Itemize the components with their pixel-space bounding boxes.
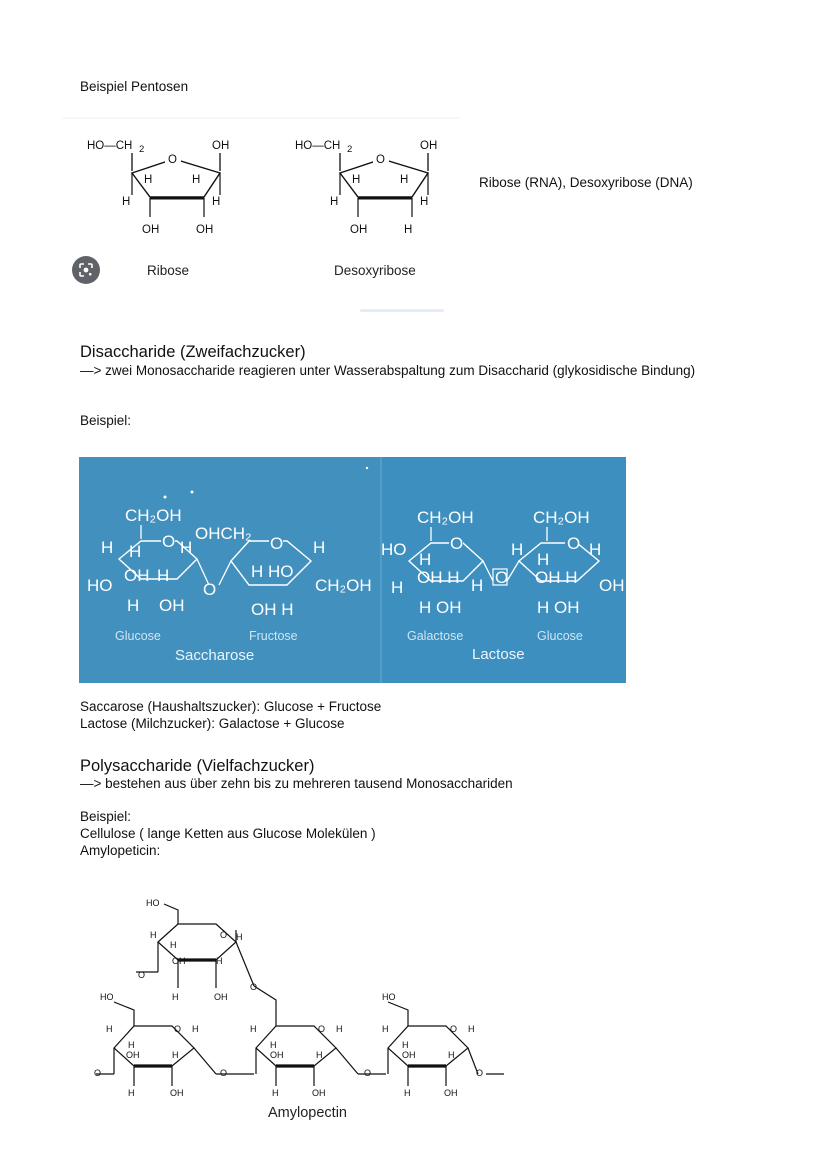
svg-text:O: O <box>450 534 464 553</box>
svg-text:OH: OH <box>402 1050 416 1060</box>
svg-text:H: H <box>192 174 201 186</box>
polysaccharide-heading: Polysaccharide (Vielfachzucker) <box>80 757 315 775</box>
svg-text:H: H <box>391 578 404 597</box>
svg-text:O: O <box>250 982 258 992</box>
svg-text:H: H <box>128 1040 135 1050</box>
svg-text:O: O <box>495 568 509 587</box>
svg-text:H: H <box>352 174 361 186</box>
svg-text:H: H <box>236 932 243 942</box>
svg-text:OH: OH <box>350 224 368 236</box>
svg-text:OH H: OH H <box>535 568 578 587</box>
svg-text:H: H <box>150 930 157 940</box>
svg-text:OH: OH <box>444 1088 458 1098</box>
svg-text:HO: HO <box>87 576 113 595</box>
svg-text:HO: HO <box>381 540 407 559</box>
svg-text:H: H <box>404 1088 411 1098</box>
svg-text:O: O <box>94 1068 102 1078</box>
svg-text:O: O <box>450 1024 458 1034</box>
svg-text:OH: OH <box>599 576 625 595</box>
svg-text:2: 2 <box>139 144 145 155</box>
svg-text:O: O <box>318 1024 326 1034</box>
svg-text:OH: OH <box>420 140 438 152</box>
svg-text:OH: OH <box>196 224 214 236</box>
svg-text:O: O <box>162 532 176 551</box>
galactose-label: Galactose <box>407 629 464 643</box>
svg-text:H: H <box>180 538 193 557</box>
svg-text:O: O <box>270 534 284 553</box>
svg-text:HO: HO <box>382 992 396 1002</box>
svg-text:H: H <box>212 196 221 208</box>
svg-text:H: H <box>157 566 170 585</box>
saccharose-line: Saccarose (Haushaltszucker): Glucose + Fructose <box>80 699 382 714</box>
svg-text:H: H <box>172 1050 179 1060</box>
svg-text:OH: OH <box>172 956 186 966</box>
svg-text:OH: OH <box>170 1088 184 1098</box>
svg-text:HO—CH: HO—CH <box>87 140 133 152</box>
svg-text:O: O <box>168 154 177 166</box>
svg-text:OH: OH <box>142 224 160 236</box>
svg-text:H: H <box>127 596 140 615</box>
ribose-structure <box>87 140 229 278</box>
svg-text:OH: OH <box>159 596 185 615</box>
svg-text:H: H <box>172 992 179 1002</box>
svg-text:O: O <box>364 1068 372 1078</box>
svg-text:H: H <box>192 1024 199 1034</box>
pentose-side-note: Ribose (RNA), Desoxyribose (DNA) <box>479 175 693 190</box>
svg-text:H: H <box>330 196 339 208</box>
glucose2-label: Glucose <box>537 629 583 643</box>
svg-text:H: H <box>468 1024 475 1034</box>
svg-text:H OH: H OH <box>537 598 580 617</box>
svg-text:CH₂OH: CH₂OH <box>315 576 372 595</box>
saccharose-label: Saccharose <box>175 647 255 664</box>
svg-text:2: 2 <box>347 144 353 155</box>
fructose-label: Fructose <box>249 629 298 643</box>
svg-text:O: O <box>220 1068 228 1078</box>
svg-text:H: H <box>400 174 409 186</box>
svg-text:H: H <box>122 196 131 208</box>
disaccharide-example-label: Beispiel: <box>80 413 132 428</box>
lactose-label: Lactose <box>472 646 525 663</box>
svg-text:OH H: OH H <box>417 568 460 587</box>
svg-text:HO—CH: HO—CH <box>295 140 341 152</box>
cellulose-line: Cellulose ( lange Ketten aus Glucose Molekülen ) <box>80 826 376 841</box>
svg-text:O: O <box>376 154 385 166</box>
polysaccharide-example-label: Beispiel: <box>80 809 132 824</box>
svg-text:H: H <box>420 196 429 208</box>
svg-text:H: H <box>336 1024 343 1034</box>
svg-text:O: O <box>567 534 581 553</box>
lactose-line: Lactose (Milchzucker): Galactose + Glucose <box>80 716 345 731</box>
svg-text:H: H <box>272 1088 279 1098</box>
svg-text:O: O <box>220 930 228 940</box>
svg-text:OH H: OH H <box>251 600 294 619</box>
svg-text:CH₂OH: CH₂OH <box>533 508 590 527</box>
svg-text:O: O <box>476 1068 484 1078</box>
svg-text:O: O <box>138 970 146 980</box>
google-lens-icon[interactable] <box>72 256 100 284</box>
svg-text:HO: HO <box>100 992 114 1002</box>
disaccharide-description: —> zwei Monosaccharide reagieren unter Wasserabspaltung zum Disaccharid (glykosidische Bindung) <box>80 363 696 378</box>
amylopectin-line: Amylopeticin: <box>80 843 161 858</box>
svg-text:H: H <box>129 542 142 561</box>
svg-text:OH: OH <box>270 1050 284 1060</box>
desoxyribose-structure <box>295 140 437 278</box>
svg-text:H: H <box>471 576 484 595</box>
amylopectin-caption: Amylopectin <box>268 1105 347 1121</box>
svg-text:H: H <box>128 1088 135 1098</box>
svg-text:H: H <box>216 956 223 966</box>
svg-text:H OH: H OH <box>419 598 462 617</box>
amylopectin-figure <box>86 890 516 1125</box>
svg-text:HO: HO <box>146 898 160 908</box>
svg-text:H: H <box>316 1050 323 1060</box>
polysaccharide-description: —> bestehen aus über zehn bis zu mehreren tausend Monosacchariden <box>80 776 513 791</box>
svg-text:H: H <box>419 550 432 569</box>
svg-text:OH: OH <box>214 992 228 1002</box>
svg-text:H: H <box>537 550 550 569</box>
svg-text:OHCH₂: OHCH₂ <box>195 524 252 543</box>
svg-text:H: H <box>106 1024 113 1034</box>
svg-text:H: H <box>382 1024 389 1034</box>
svg-text:OH: OH <box>312 1088 326 1098</box>
svg-text:H: H <box>313 538 326 557</box>
svg-text:O: O <box>174 1024 182 1034</box>
svg-text:H: H <box>270 1040 277 1050</box>
disaccharide-figure <box>79 457 626 683</box>
svg-text:H HO: H HO <box>251 562 294 581</box>
svg-text:OH: OH <box>212 140 230 152</box>
glucose-label: Glucose <box>115 629 161 643</box>
svg-text:CH₂OH: CH₂OH <box>417 508 474 527</box>
desoxyribose-caption: Desoxyribose <box>334 263 416 278</box>
svg-text:CH₂OH: CH₂OH <box>125 506 182 525</box>
svg-text:H: H <box>402 1040 409 1050</box>
svg-text:O: O <box>203 580 217 599</box>
svg-text:OH: OH <box>124 566 150 585</box>
svg-text:H: H <box>101 538 114 557</box>
svg-text:H: H <box>170 940 177 950</box>
svg-text:H: H <box>448 1050 455 1060</box>
svg-text:H: H <box>589 540 602 559</box>
pentose-heading: Beispiel Pentosen <box>80 79 189 94</box>
svg-text:H: H <box>511 540 524 559</box>
svg-text:H: H <box>250 1024 257 1034</box>
svg-text:H: H <box>144 174 153 186</box>
svg-text:H: H <box>404 224 413 236</box>
pentose-figure <box>62 115 462 315</box>
ribose-caption: Ribose <box>147 263 190 278</box>
svg-text:OH: OH <box>126 1050 140 1060</box>
disaccharide-heading: Disaccharide (Zweifachzucker) <box>80 343 306 361</box>
